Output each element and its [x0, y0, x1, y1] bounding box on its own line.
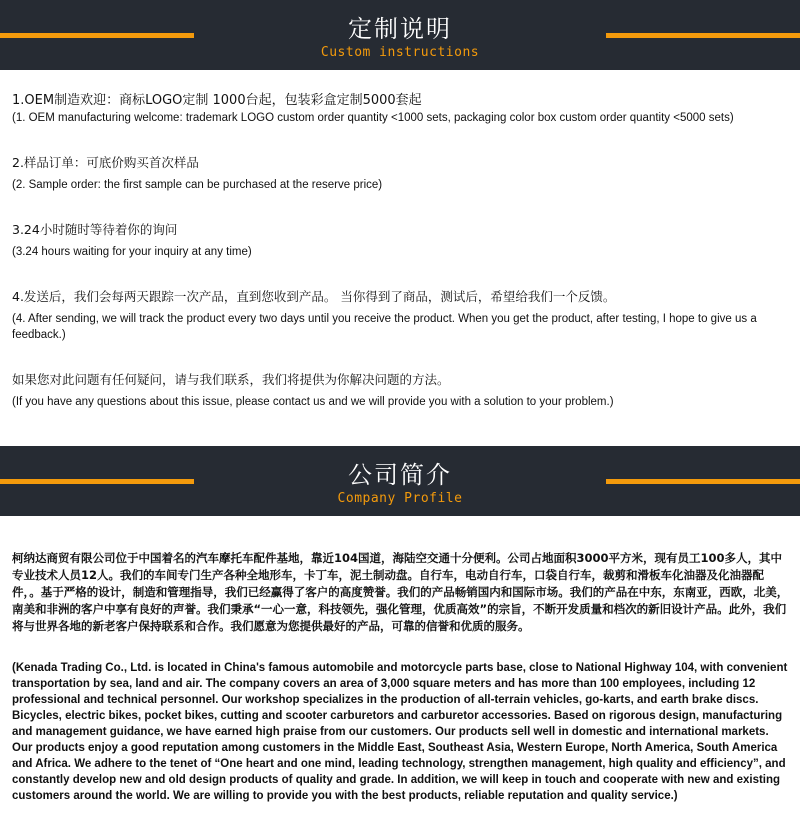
- instruction-en: (1. OEM manufacturing welcome: trademark LOGO custom order quantity <1000 sets, packaging color box custom order quantity <5000 sets): [12, 112, 734, 124]
- instruction-cn: 如果您对此问题有任何疑问，请与我们联系，我们将提供为你解决问题的方法。: [12, 372, 450, 387]
- section-subtitle: Company Profile: [337, 491, 463, 506]
- instruction-item: [12, 288, 790, 343]
- section-subtitle: Custom instructions: [320, 45, 480, 60]
- instruction-item: [12, 92, 790, 126]
- instruction-cn: 3.24小时随时等待着你的询问: [12, 222, 178, 237]
- instruction-en: (4. After sending, we will track the product every two days until you receive the product. When you get the product, after testing, I hope to give us a feedback.): [12, 313, 757, 341]
- custom-instructions-banner: [0, 0, 800, 70]
- instruction-cn: 1.OEM制造欢迎：商标LOGO定制 1000台起，包装彩盒定制5000套起: [12, 93, 422, 108]
- section-title: 定制说明: [348, 15, 452, 43]
- instruction-en: (If you have any questions about this issue, please contact us and we will provide you with a solution to your problem.): [12, 396, 614, 408]
- instruction-cn: 4.发送后，我们会每两天跟踪一次产品，直到您收到产品。 当你得到了商品，测试后，希望给我们一个反馈。: [12, 289, 616, 304]
- profile-text-en: (Kenada Trading Co., Ltd. is located in China's famous automobile and motorcycle parts base, close to National Highway 104, with convenient transportation by sea, land and air. The company covers an area of 3,000 square meters and has more than 100 employees, including 12 professional and technical personnel. Our workshop specializes in the production of all-terrain vehicles, go-karts, and earth brake discs. Bicycles, electric bikes, pocket bikes, cutting and scooter carburetors and carburetor accessories. Based on rigorous design, manufacturing and management guidance, we have earned high praise from our customers. Our products sell well in domestic and international markets. Our products enjoy a good reputation among customers in the Middle East, Southeast Asia, Western Europe, North America, South America and Africa. We adhere to the tenet of “One heart and one mind, leading technology, strengthen management, high quality and efficiency”, and constantly develop new and old design products of quality and grade. In addition, we will keep in touch and cooperate with new and existing customers around the world. We are willing to provide you with the best products, reliable reputation and quality service.): [12, 662, 788, 802]
- instruction-en: (3.24 hours waiting for your inquiry at any time): [12, 246, 252, 258]
- instructions-list: [12, 92, 790, 410]
- company-profile: [12, 550, 790, 802]
- company-profile-banner: [0, 446, 800, 516]
- section-title: 公司简介: [348, 461, 452, 489]
- instruction-en: (2. Sample order: the first sample can be purchased at the reserve price): [12, 179, 383, 191]
- instruction-item: [12, 221, 790, 260]
- instruction-item: [12, 154, 790, 193]
- instruction-cn: 2.样品订单：可底价购买首次样品: [12, 155, 199, 170]
- profile-text-cn: 柯纳达商贸有限公司位于中国着名的汽车摩托车配件基地，靠近104国道，海陆空交通十分便利。公司占地面积3000平方米，现有员工100多人，其中专业技术人员12人。我们的车间专门生产各种全地形车，卡丁车，泥土制动盘。自行车，电动自行车，口袋自行车，裁剪和滑板车化油器及化油器配件，。基于严格的设计，制造和管理指导，我们已经赢得了客户的高度赞誉。我们的产品畅销国内和国际市场。我们的产品在中东，东南亚，西欧，北美，南美和非洲的客户中享有良好的声誉。我们秉承“一心一意，科技领先，强化管理，优质高效”的宗旨，不断开发质量和档次的新旧设计产品。此外，我们将与世界各地的新老客户保持联系和合作。我们愿意为您提供最好的产品，可靠的信誉和优质的服务。: [12, 551, 789, 633]
- instruction-item: [12, 371, 790, 410]
